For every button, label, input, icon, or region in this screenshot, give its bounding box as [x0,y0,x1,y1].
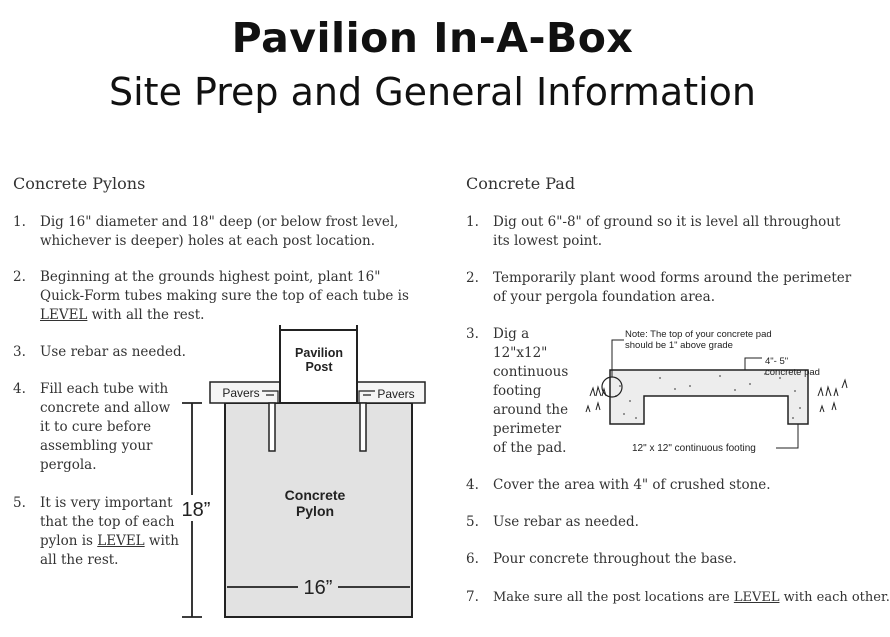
pad-thickness-label: concrete pad [765,367,820,378]
step-line: concrete and allow [40,400,171,416]
step-line: Pour concrete throughout the base. [493,551,737,567]
step-line: Dig out 6"-8" of ground so it is level all throughout [493,214,841,230]
post-label: Pavilion [295,346,343,360]
step-line: It is very important [40,495,173,511]
step-line: of your pergola foundation area. [493,289,716,305]
step-number: 1. [13,214,26,230]
step-line: whichever is deeper) holes at each post location. [40,233,375,249]
step-number: 3. [13,344,26,360]
width-label: 16” [303,577,333,599]
level-emphasis: LEVEL [733,590,780,605]
depth-label: 18” [181,499,211,521]
step-line: perimeter [493,421,562,437]
step-number: 4. [13,381,26,397]
step-line: its lowest point. [493,233,603,249]
step-line: continuous [493,364,569,380]
step-line: footing [493,383,542,399]
pavers-right-label: Pavers [377,387,415,401]
pylon-label: Concrete [284,487,346,503]
step-line: Dig a [493,326,530,342]
step-number: 2. [466,270,479,286]
step-line: all the rest. [40,552,119,568]
step-line: Dig 16" diameter and 18" deep (or below frost level, [40,214,399,230]
step-line: Fill each tube with [40,381,169,397]
step-line: pergola. [40,457,97,473]
step-number: 3. [466,326,479,342]
pad-note-label: should be 1" above grade [625,340,733,351]
pavers-left-label: Pavers [222,386,260,400]
step-line: that the top of each [40,514,175,530]
step-line: LEVEL with all the rest. [40,307,205,323]
page-title: Pavilion In-A-Box [231,14,634,62]
step-line: Use rebar as needed. [40,344,186,360]
step-number: 4. [466,477,479,493]
step-line: Cover the area with 4" of crushed stone. [493,477,771,493]
step-line: of the pad. [493,440,567,456]
page-subtitle: Site Prep and General Information [108,70,757,114]
pad-heading: Concrete Pad [466,174,576,193]
pad-note-label: Note: The top of your concrete pad [625,329,772,340]
concrete-pad-shape [610,370,808,424]
pad-diagram [580,326,860,458]
post-label: Post [305,360,333,374]
step-number: 2. [13,269,26,285]
step-number: 6. [466,551,479,567]
step-number: 5. [13,495,26,511]
step-line: 12"x12" [493,345,548,361]
step-line: Beginning at the grounds highest point, plant 16" [40,269,381,285]
step-number: 7. [466,589,479,605]
level-emphasis: LEVEL [97,533,145,549]
pylons-heading: Concrete Pylons [13,174,146,193]
step-number: 5. [466,514,479,530]
rebar-left [269,403,275,451]
step-line: around the [493,402,569,418]
pylon-diagram [170,325,440,625]
footing-label: 12" x 12" continuous footing [632,443,756,454]
level-emphasis: LEVEL [40,307,88,323]
step-line: pylon is LEVEL with [40,533,179,549]
step-line: it to cure before [40,419,152,435]
step-line: Use rebar as needed. [493,514,639,530]
step-line: Temporarily plant wood forms around the perimeter [493,270,852,286]
step-line: assembling your [40,438,153,454]
pylon-label: Pylon [295,503,335,519]
pad-thickness-label: 4"- 5" [765,356,789,367]
rebar-right [360,403,366,451]
step-number: 1. [466,214,479,230]
step-line: Quick-Form tubes making sure the top of each tube is [40,288,409,304]
